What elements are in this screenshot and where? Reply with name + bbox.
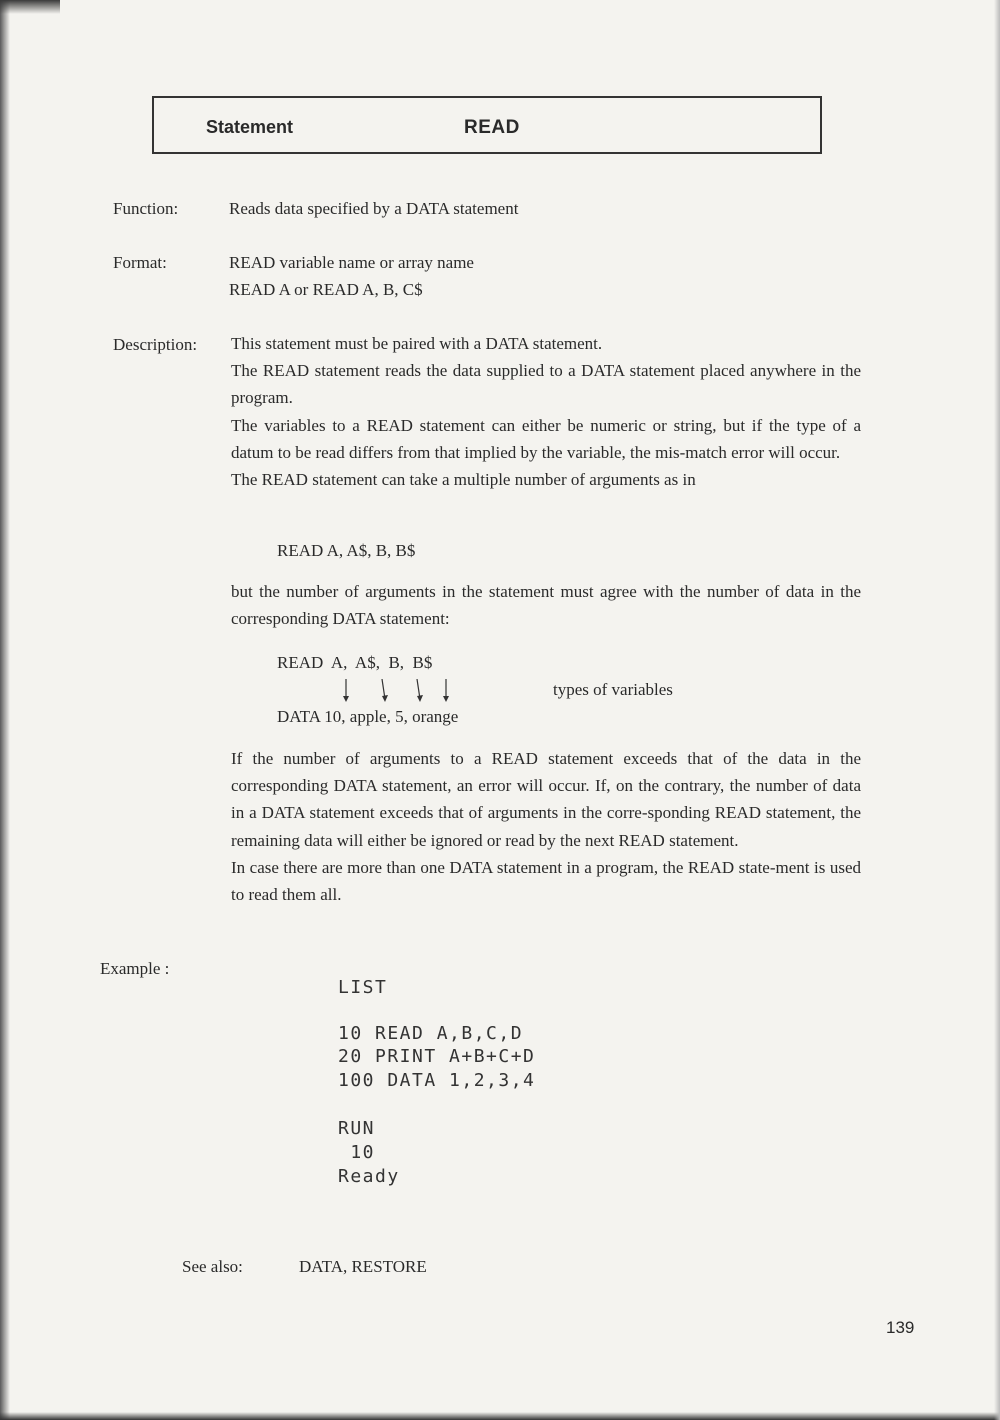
- header-kind: Statement: [206, 117, 294, 137]
- mapping-note: types of variables: [553, 680, 673, 699]
- description-sentence: The READ statement reads the data supplied to a DATA statement placed anywhere in the program.: [231, 361, 861, 408]
- function-label: Function:: [113, 199, 179, 218]
- statement-header-box: [152, 96, 822, 154]
- format-label: Format:: [113, 253, 167, 272]
- mapping-data-line: DATA 10, apple, 5, orange: [277, 707, 459, 726]
- page-right-edge: [994, 0, 1000, 1420]
- see-also-text: DATA, RESTORE: [299, 1257, 427, 1276]
- description-label: Description:: [113, 335, 198, 354]
- description-sentence: The variables to a READ statement can either be numeric or string, but if the type of a datum to be read differs from that implied by the variable, the mis-match error will occur.: [231, 415, 861, 462]
- function-text: Reads data specified by a DATA statement: [229, 199, 519, 218]
- book-binding-shadow: [0, 0, 10, 1420]
- format-line-2: READ A or READ A, B, C$: [229, 280, 423, 299]
- description-sentence: If the number of arguments to a READ statement exceeds that of the data in the corresponding DATA statement, an error will occur. If, on the contrary, the number of data in a DATA statement exceeds that of arguments in the corre-sponding READ statement, the remaining data will either be ignored or read by the next READ statement.: [231, 749, 861, 850]
- description-sentence: This statement must be paired with a DATA statement.: [231, 334, 603, 353]
- see-also-label: See also:: [182, 1257, 243, 1276]
- example-label: Example :: [100, 959, 170, 978]
- read-example-line: READ A, A$, B, B$: [277, 541, 416, 560]
- description-sentence: In case there are more than one DATA statement in a program, the READ state-ment is used to read them all.: [231, 857, 861, 905]
- down-arrow-icon: [379, 679, 389, 703]
- code-ready-prompt: Ready: [338, 1166, 400, 1187]
- code-list-command: LIST: [338, 977, 388, 998]
- down-arrow-icon: [441, 679, 451, 703]
- corner-shadow: [0, 0, 60, 14]
- header-statement-name: READ: [464, 117, 520, 138]
- code-line-100: 100 DATA 1,2,3,4: [338, 1070, 536, 1091]
- page-bottom-edge: [0, 1412, 1000, 1420]
- description-paragraph-3: [231, 745, 861, 908]
- code-line-20: 20 PRINT A+B+C+D: [338, 1046, 536, 1067]
- format-line-1: READ variable name or array name: [229, 253, 474, 272]
- code-output-value: 10: [338, 1142, 376, 1163]
- description-paragraph-1: [231, 330, 861, 493]
- down-arrow-icon: [414, 679, 424, 703]
- code-run-command: RUN: [338, 1118, 376, 1139]
- down-arrow-icon: [341, 679, 351, 703]
- code-line-10: 10 READ A,B,C,D: [338, 1023, 524, 1044]
- page-number: 139: [886, 1318, 915, 1337]
- mapping-read-line: READ A, A$, B, B$: [277, 653, 433, 672]
- description-paragraph-2: [231, 578, 861, 632]
- description-sentence: The READ statement can take a multiple number of arguments as in: [231, 470, 696, 490]
- description-sentence: but the number of arguments in the statement must agree with the number of data in the corresponding DATA statement:: [231, 582, 861, 629]
